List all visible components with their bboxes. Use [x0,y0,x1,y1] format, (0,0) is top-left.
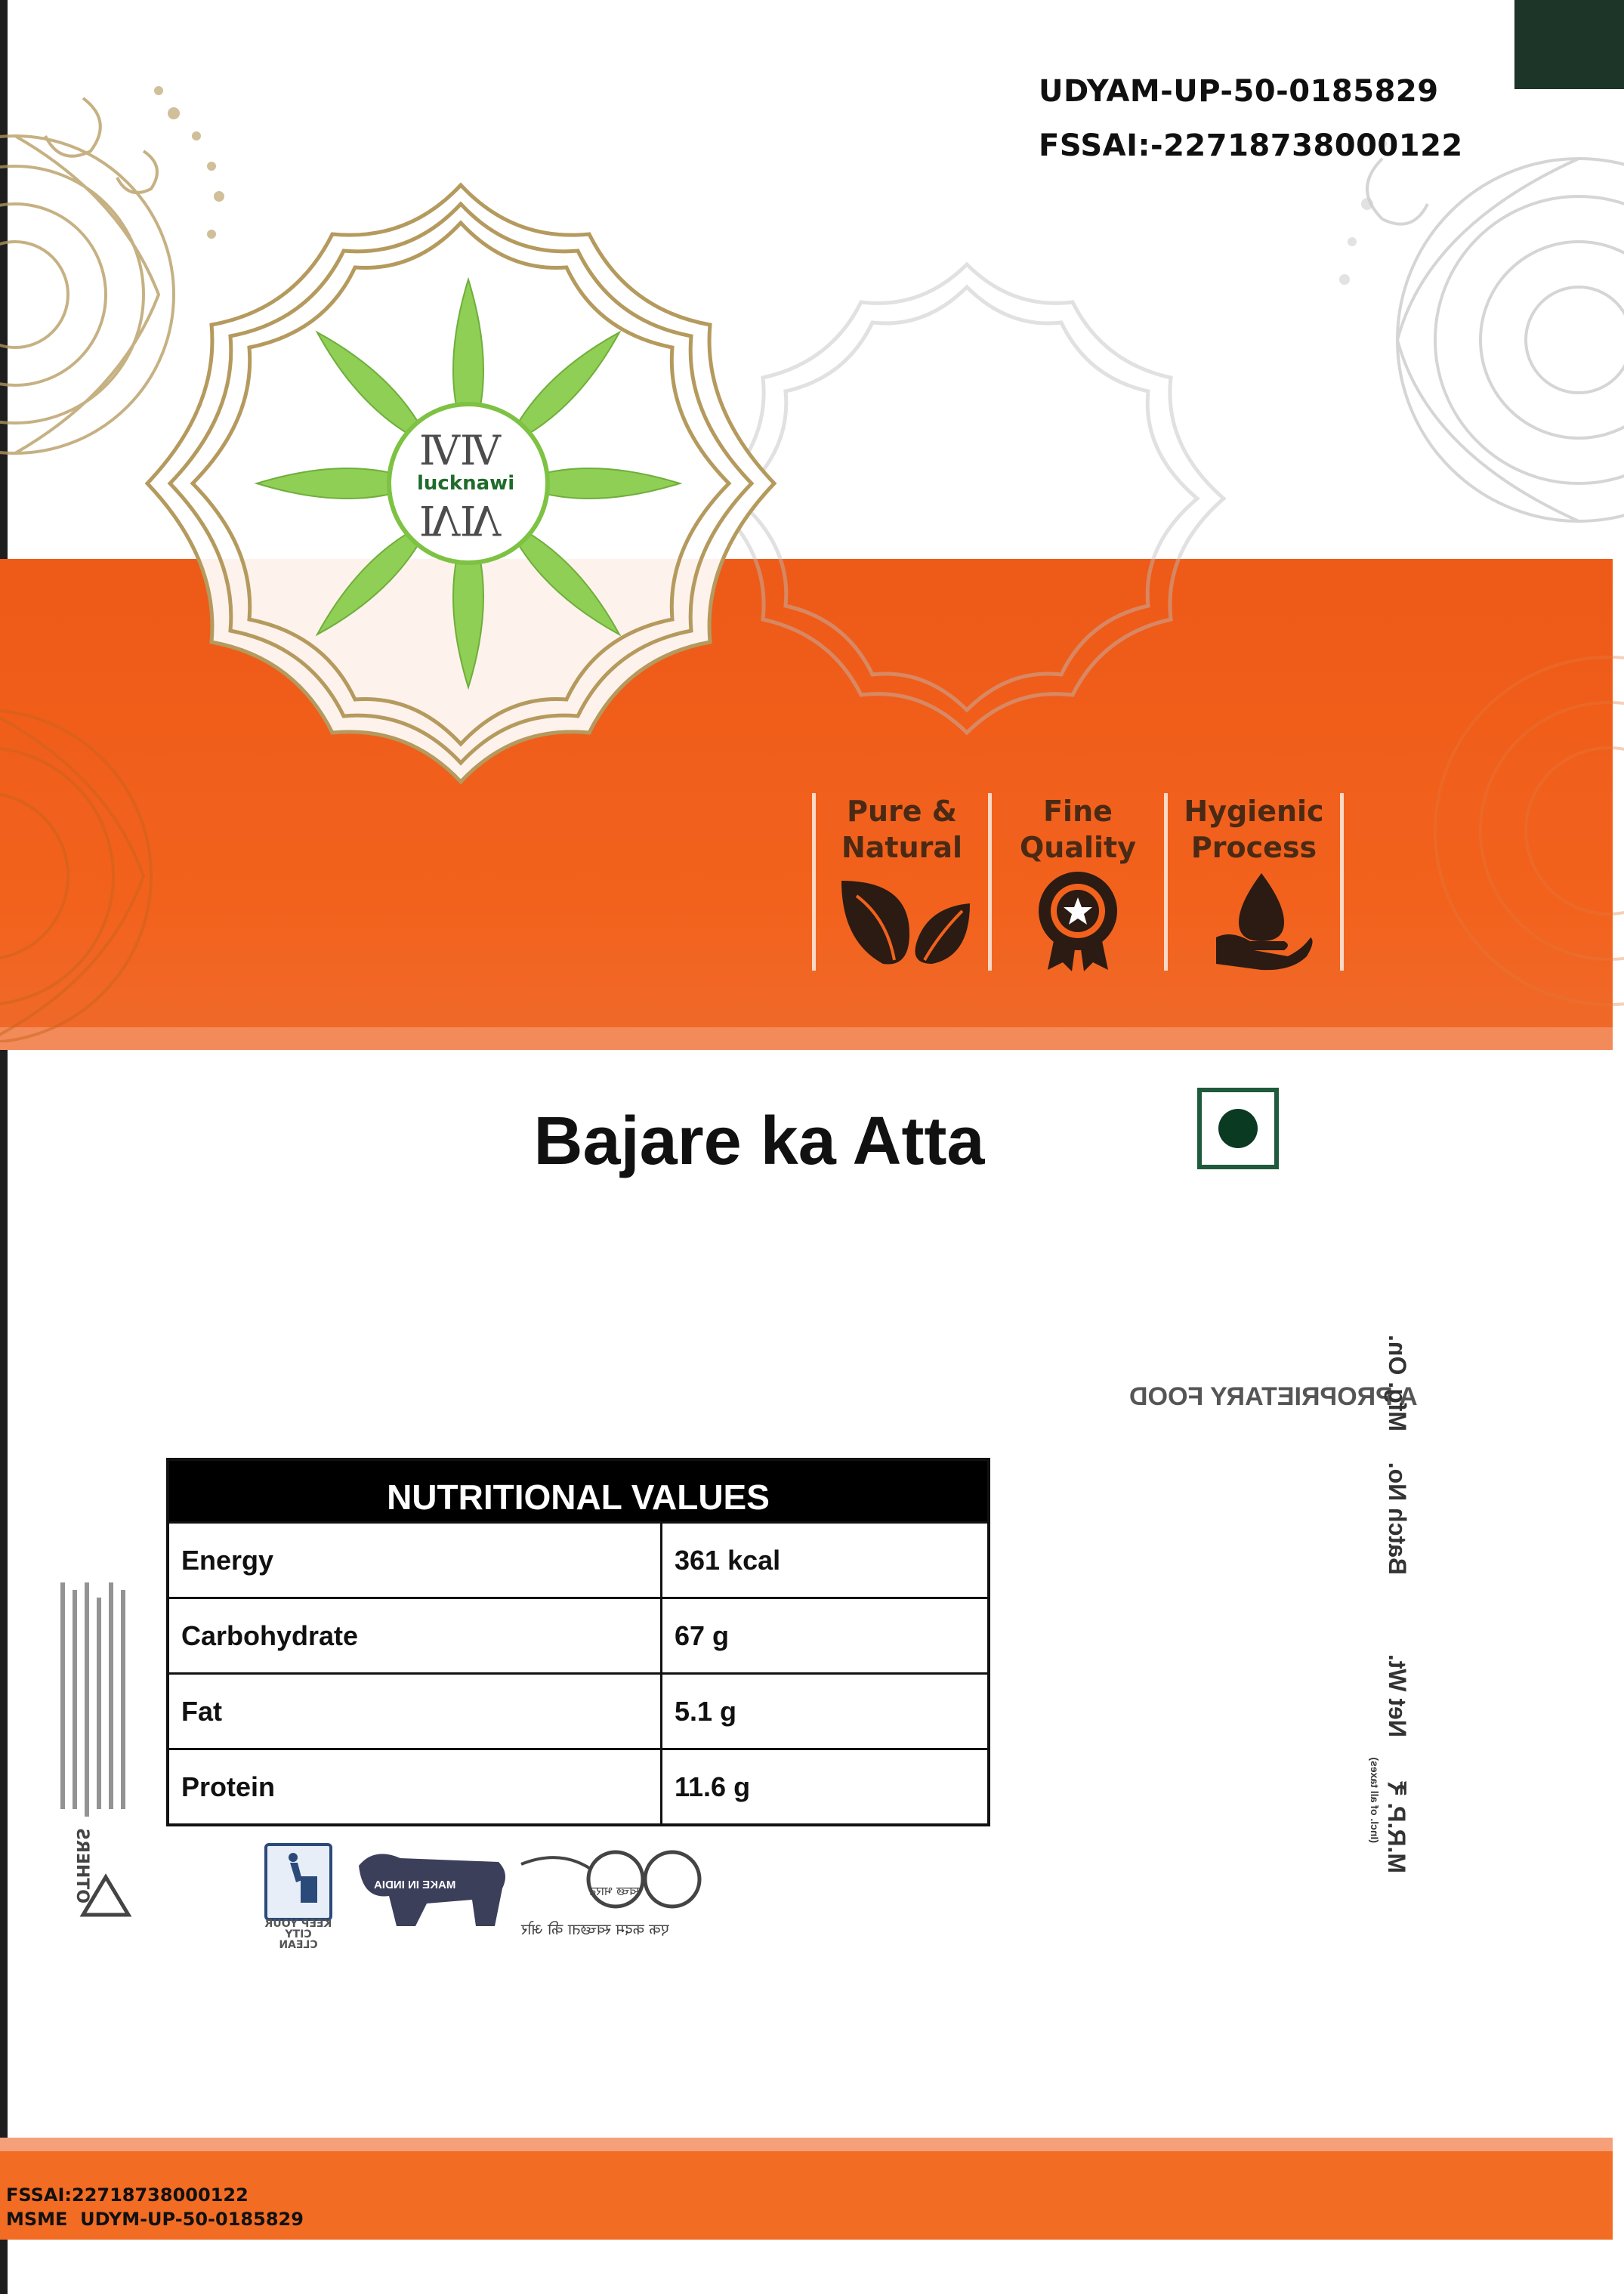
nutrient-value: 11.6 g [675,1771,751,1802]
feature-divider [1340,793,1344,971]
feature-fine-quality [992,793,1164,974]
feature-label-line1: Hygienic [1184,795,1324,828]
nutrient-name: Energy [169,1524,662,1597]
quality-badge-icon [1002,866,1153,971]
nutrient-value: 67 g [675,1619,730,1651]
table-row [169,1521,987,1597]
feature-hygienic-process [1168,793,1340,974]
table-row [169,1748,987,1823]
product-title: Bajare ka Atta [533,1104,985,1179]
feature-label-line1: Pure & [847,795,957,828]
batch-no-label: Batch No. [1384,1462,1411,1575]
make-in-india-label: MAKE IN INDIA [374,1879,456,1891]
feature-label-line1: Fine [1043,795,1113,828]
feature-label-line2: Process [1190,831,1317,864]
feature-label-line2: Natural [841,831,963,864]
veg-dot [1218,1109,1258,1148]
keep-city-clean-label: KEEP YOUR CITY CLEAN [264,1918,332,1951]
feature-label-line2: Quality [1020,831,1136,864]
left-small-print [53,1582,159,1960]
svg-text:ⅣⅣ: ⅣⅣ [419,496,501,544]
nutrient-name: Fat [169,1675,662,1748]
fine-print-lines [53,1582,159,1960]
nutrition-title: NUTRITIONAL VALUES [169,1461,987,1521]
swachh-tagline: एक कदम स्वच्छता की ओर [521,1920,669,1938]
nutrition-table [166,1458,990,1826]
fssai-number: FSSAI:-22718738000122 [1039,128,1463,163]
proprietary-heading: A PROPRIETARY FOOD [1129,1382,1418,1411]
table-row [169,1672,987,1748]
bottom-band-highlight [0,2138,1613,2151]
nutrient-value: 5.1 g [675,1695,737,1727]
leaves-icon [826,866,977,971]
mrp-label: M.R.P. ₹ [1383,1780,1410,1873]
net-wt-label: Net Wt. [1384,1653,1411,1737]
hand-drop-icon [1178,866,1329,971]
feature-pure-natural [816,793,988,974]
feature-badges [812,793,1341,974]
nutrient-name: Protein [169,1750,662,1823]
swachh-bharat-label: स्वच्छ भारत [589,1884,641,1898]
logo-text: lucknawi [417,472,515,495]
veg-mark-icon [1197,1088,1279,1169]
footer-msme: MSME UDYM-UP-50-0185829 [6,2209,304,2230]
footer-fssai: FSSAI:22718738000122 [6,2184,249,2206]
corner-block [1514,0,1624,89]
keep-city-clean-icon [264,1843,332,1921]
table-row [169,1597,987,1672]
mrp-note: (Incl. of all taxes) [1369,1757,1381,1843]
recycle-label: OTHERS [73,1828,91,1903]
nutrient-value: 361 kcal [675,1544,781,1576]
svg-text:ⅣⅣ: ⅣⅣ [419,427,501,474]
nutrient-name: Carbohydrate [169,1599,662,1672]
mfg-on-label: Mfg. On. [1384,1335,1411,1431]
udyam-number: UDYAM-UP-50-0185829 [1039,74,1439,109]
